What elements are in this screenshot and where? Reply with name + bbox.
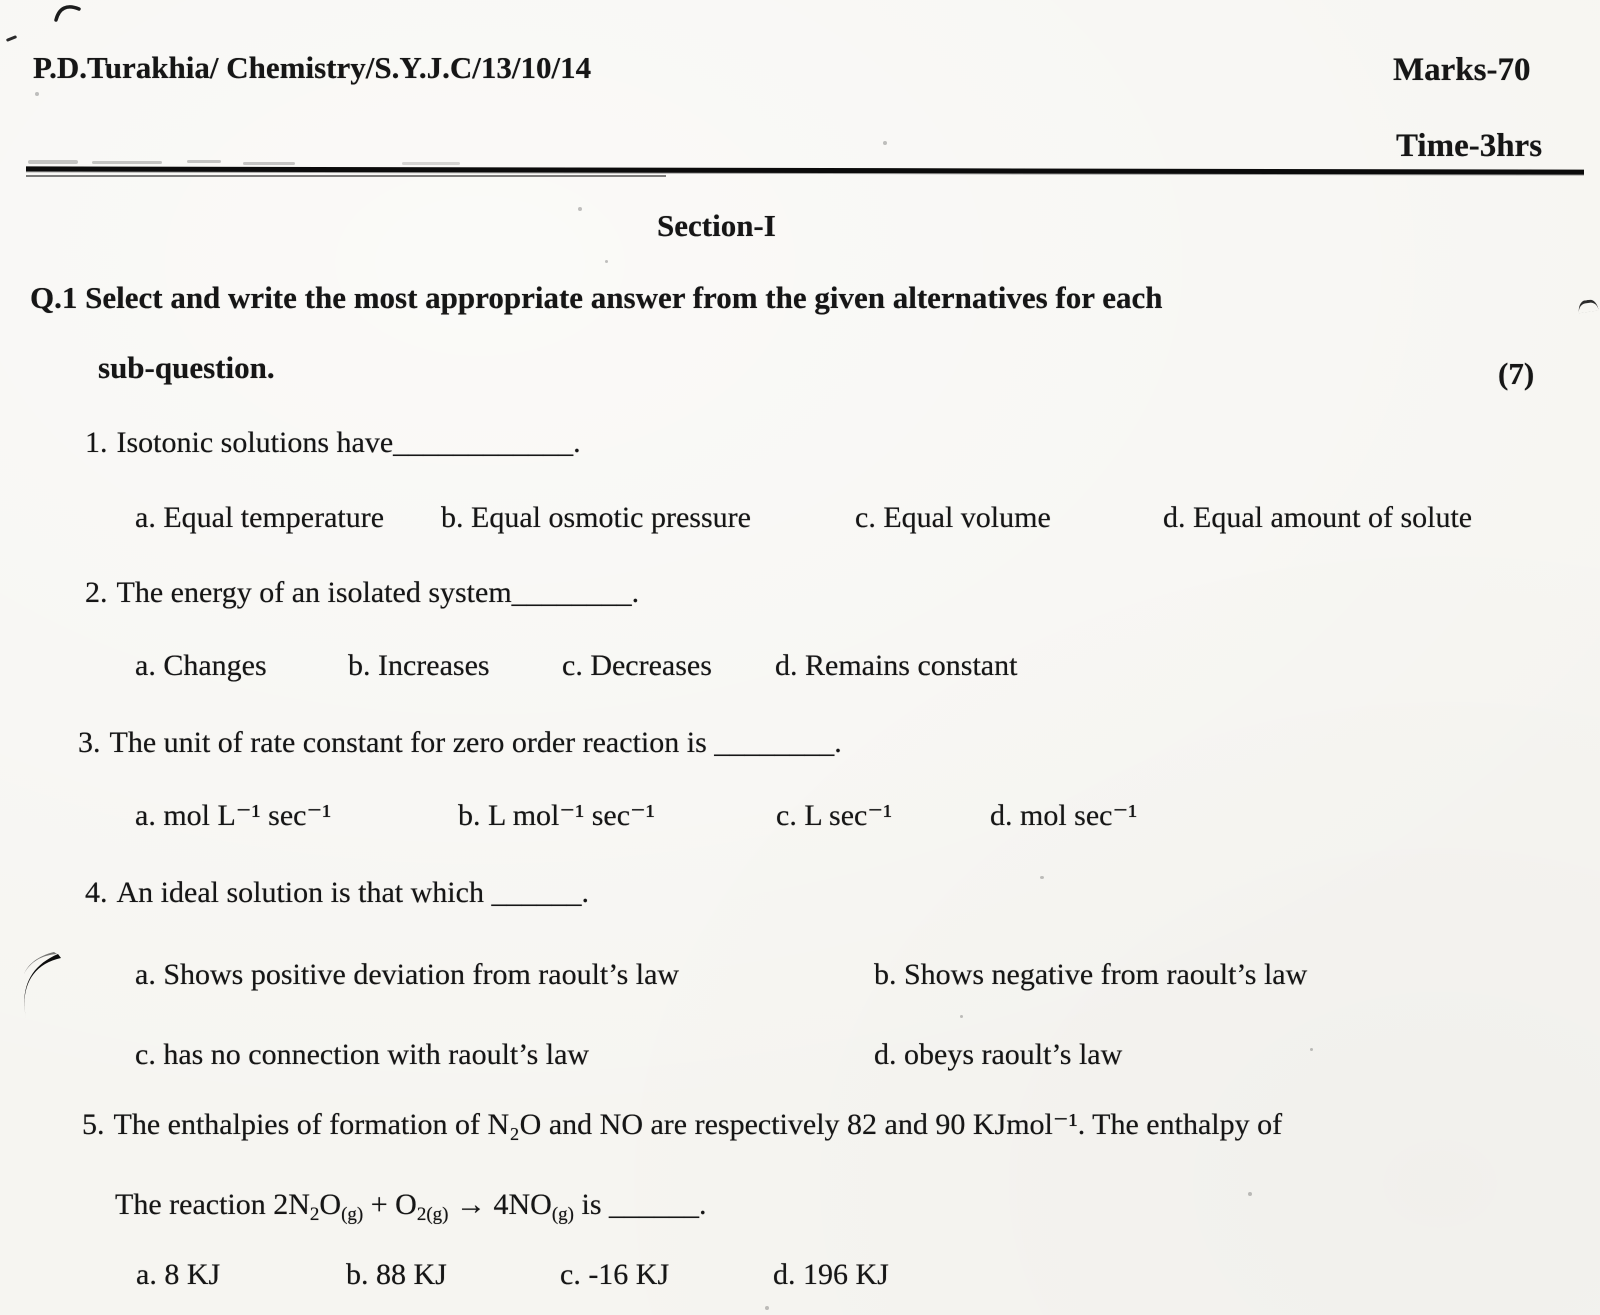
- subquestion-3-stem: The unit of rate constant for zero order reaction is ________.: [109, 726, 842, 759]
- subquestion-1-number: 1.: [85, 426, 108, 459]
- option-1a: a. Equal temperature: [135, 501, 385, 534]
- pen-mark-tilde: [1577, 299, 1598, 314]
- subquestion-4-stem: An ideal solution is that which ______.: [116, 876, 589, 909]
- option-2c: c. Decreases: [562, 649, 712, 682]
- subquestion-3-number: 3.: [78, 726, 101, 759]
- time-label: Time-3hrs: [1396, 128, 1543, 164]
- marks-label: Marks-70: [1393, 52, 1531, 88]
- reaction-text: → 4NO: [448, 1188, 552, 1221]
- scan-speck: [605, 260, 608, 263]
- option-4c: c. has no connection with raoult’s law: [135, 1038, 590, 1071]
- option-4d: d. obeys raoult’s law: [874, 1038, 1123, 1071]
- option-5d: d. 196 KJ: [773, 1258, 889, 1291]
- scan-speck: [578, 207, 582, 211]
- scan-smudge: [243, 162, 295, 165]
- option-4b: b. Shows negative from raoult’s law: [874, 958, 1308, 991]
- scan-smudge: [28, 160, 78, 164]
- subquestion-2-text: [85, 576, 639, 611]
- option-1b: b. Equal osmotic pressure: [441, 501, 751, 534]
- reaction-text: O: [319, 1188, 342, 1221]
- pen-mark-dash: [6, 35, 17, 42]
- scan-speck: [1040, 876, 1044, 879]
- question-1-marks: (7): [1498, 356, 1535, 391]
- option-5c: c. -16 KJ: [560, 1258, 670, 1291]
- subquestion-2-number: 2.: [85, 576, 108, 609]
- option-1c: c. Equal volume: [855, 501, 1051, 534]
- subquestion-1-stem: Isotonic solutions have____________.: [116, 426, 581, 459]
- reaction-subscript: (g): [551, 1204, 574, 1225]
- reaction-text: + O: [363, 1188, 417, 1221]
- subquestion-5-text-line1: [82, 1108, 1282, 1143]
- question-1-heading-line2: sub-question.: [98, 350, 275, 385]
- subquestion-5-text-line2: [115, 1188, 707, 1223]
- subquestion-4-number: 4.: [85, 876, 108, 909]
- option-3c: c. L sec⁻¹: [776, 799, 893, 832]
- question-1-heading: Q.1 Select and write the most appropriate answer from the given alternatives for each: [30, 280, 1163, 315]
- pen-mark-crescent: [12, 950, 64, 1027]
- subquestion-4-text: [85, 876, 589, 911]
- option-3d: d. mol sec⁻¹: [990, 799, 1138, 832]
- scan-speck: [1310, 1048, 1313, 1051]
- scan-speck: [960, 1015, 963, 1018]
- pen-mark-hook: [52, 2, 82, 27]
- option-4a: a. Shows positive deviation from raoult’s law: [135, 958, 680, 991]
- reaction-text: The reaction 2N: [115, 1188, 310, 1221]
- scan-smudge: [402, 162, 460, 165]
- reaction-subscript: 2(g): [416, 1204, 449, 1225]
- section-title: Section-I: [657, 208, 776, 243]
- scan-speck: [883, 141, 887, 145]
- exam-header-title: P.D.Turakhia/ Chemistry/S.Y.J.C/13/10/14: [33, 50, 592, 85]
- option-2d: d. Remains constant: [775, 649, 1018, 682]
- header-divider-line-ghost: [26, 175, 666, 177]
- option-3a: a. mol L⁻¹ sec⁻¹: [135, 799, 332, 832]
- option-3b: b. L mol⁻¹ sec⁻¹: [458, 799, 655, 832]
- scan-speck: [1248, 1192, 1252, 1196]
- option-5a: a. 8 KJ: [136, 1258, 221, 1291]
- subquestion-1-text: [85, 426, 581, 461]
- option-1d: d. Equal amount of solute: [1163, 501, 1473, 534]
- scan-smudge: [187, 160, 221, 163]
- option-5b: b. 88 KJ: [346, 1258, 447, 1291]
- option-2a: a. Changes: [135, 649, 267, 682]
- option-2b: b. Increases: [348, 649, 490, 682]
- header-divider-line: [26, 166, 1584, 174]
- scan-speck: [35, 92, 39, 96]
- reaction-subscript: (g): [341, 1204, 364, 1225]
- subquestion-5-number: 5.: [82, 1108, 105, 1141]
- subquestion-5-stem-line1: The enthalpies of formation of N₂O and NO are respectively 82 and 90 KJmol⁻¹. The enthalpy of: [113, 1108, 1283, 1141]
- reaction-text: is ______.: [574, 1188, 707, 1221]
- reaction-subscript: 2: [309, 1204, 320, 1225]
- scan-smudge: [92, 161, 162, 164]
- subquestion-2-stem: The energy of an isolated system________.: [116, 576, 640, 609]
- subquestion-3-text: [78, 726, 842, 761]
- scan-speck: [765, 1306, 769, 1310]
